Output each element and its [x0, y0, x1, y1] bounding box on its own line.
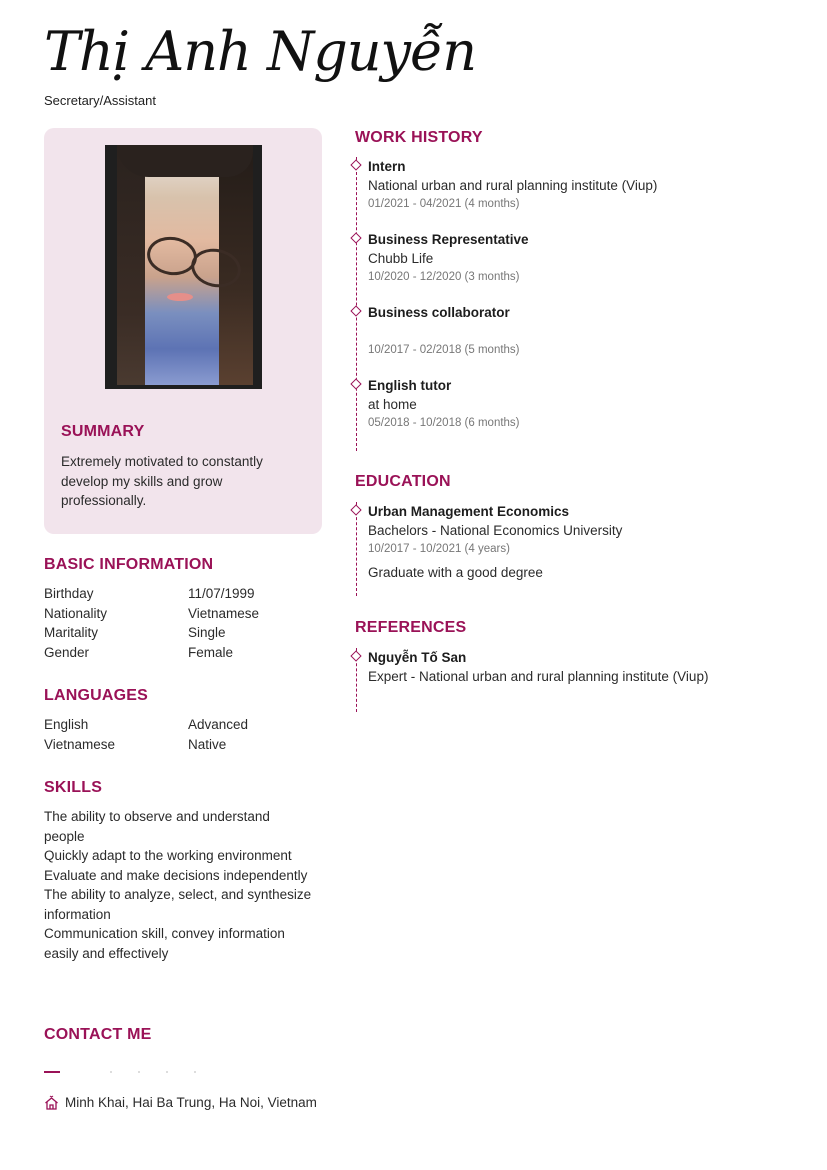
contact-divider	[44, 1071, 60, 1073]
info-value: Vietnamese	[188, 605, 260, 621]
education-school: Bachelors - National Economics University	[368, 523, 623, 538]
languages-heading: LANGUAGES	[44, 687, 149, 704]
work-item	[355, 303, 657, 360]
info-row-birthday	[44, 584, 259, 604]
education-timeline	[355, 502, 622, 582]
address-text: Minh Khai, Hai Ba Trung, Ha Noi, Vietnam	[65, 1094, 317, 1110]
summary-heading: SUMMARY	[61, 423, 145, 440]
language-name: Vietnamese	[44, 736, 116, 752]
work-dates: 05/2018 - 10/2018 (6 months)	[368, 417, 520, 429]
work-dates: 10/2017 - 02/2018 (5 months)	[368, 344, 520, 356]
work-dates: 10/2020 - 12/2020 (3 months)	[368, 271, 520, 283]
references-timeline	[355, 648, 708, 686]
work-role: English tutor	[368, 378, 452, 393]
home-icon	[44, 1094, 59, 1110]
work-dates: 01/2021 - 04/2021 (4 months)	[368, 198, 520, 210]
profile-photo	[105, 145, 262, 389]
reference-item	[355, 648, 708, 686]
info-row-maritality	[44, 623, 259, 643]
skill-item: Quickly adapt to the working environment	[44, 848, 292, 863]
contact-address	[44, 1094, 317, 1110]
summary-text: Extremely motivated to constantly develop my skills and grow professionally.	[61, 454, 263, 508]
work-role: Intern	[368, 159, 406, 174]
info-label: Maritality	[44, 625, 99, 640]
skill-item: The ability to observe and understand people	[44, 809, 270, 844]
info-row-nationality	[44, 604, 259, 624]
work-company: at home	[368, 397, 417, 412]
skill-item: Communication skill, convey information easily and effectively	[44, 926, 285, 961]
profile-card	[44, 128, 322, 534]
education-dates: 10/2017 - 10/2021 (4 years)	[368, 543, 510, 555]
language-row	[44, 735, 248, 755]
info-label: Birthday	[44, 586, 94, 601]
contact-faint-dots	[110, 1071, 200, 1073]
languages-table	[44, 715, 248, 754]
skills-list	[44, 807, 314, 963]
education-note: Graduate with a good degree	[368, 565, 543, 580]
work-history-heading: WORK HISTORY	[355, 129, 483, 146]
education-heading: EDUCATION	[355, 473, 451, 490]
reference-position: Expert - National urban and rural planning institute (Viup)	[368, 669, 709, 684]
skill-item: Evaluate and make decisions independently	[44, 867, 308, 883]
skills-heading: SKILLS	[44, 779, 103, 796]
job-title: Secretary/Assistant	[44, 93, 156, 108]
info-label: Gender	[44, 644, 90, 660]
skill-item: The ability to analyze, select, and synthesize information	[44, 887, 312, 922]
work-company	[368, 322, 657, 341]
info-value: 11/07/1999	[188, 586, 255, 601]
work-role: Business collaborator	[368, 305, 510, 320]
language-row	[44, 715, 248, 735]
info-label: Nationality	[44, 605, 108, 621]
work-role: Business Representative	[368, 232, 529, 247]
info-row-gender	[44, 643, 259, 663]
diamond-marker-icon	[350, 232, 361, 243]
info-value: Single	[188, 625, 226, 640]
education-item	[355, 502, 622, 582]
work-company: National urban and rural planning institute (Viup)	[368, 178, 658, 193]
education-major: Urban Management Economics	[368, 504, 570, 519]
diamond-marker-icon	[350, 650, 361, 661]
work-history-timeline	[355, 157, 657, 433]
work-item	[355, 376, 657, 433]
diamond-marker-icon	[350, 378, 361, 389]
reference-name: Nguyễn Tố San	[368, 650, 467, 665]
diamond-marker-icon	[350, 504, 361, 515]
info-value: Female	[188, 644, 234, 660]
diamond-marker-icon	[350, 305, 361, 316]
basic-info-table	[44, 584, 259, 662]
work-item	[355, 230, 657, 287]
language-name: English	[44, 717, 89, 732]
candidate-name: Thị Anh Nguyễn	[44, 20, 477, 83]
language-level: Native	[188, 736, 227, 752]
contact-heading: CONTACT ME	[44, 1026, 152, 1043]
work-company: Chubb Life	[368, 251, 434, 266]
language-level: Advanced	[188, 717, 249, 732]
references-heading: REFERENCES	[355, 619, 467, 636]
diamond-marker-icon	[350, 159, 361, 170]
basic-info-heading: BASIC INFORMATION	[44, 556, 214, 573]
work-item	[355, 157, 657, 214]
